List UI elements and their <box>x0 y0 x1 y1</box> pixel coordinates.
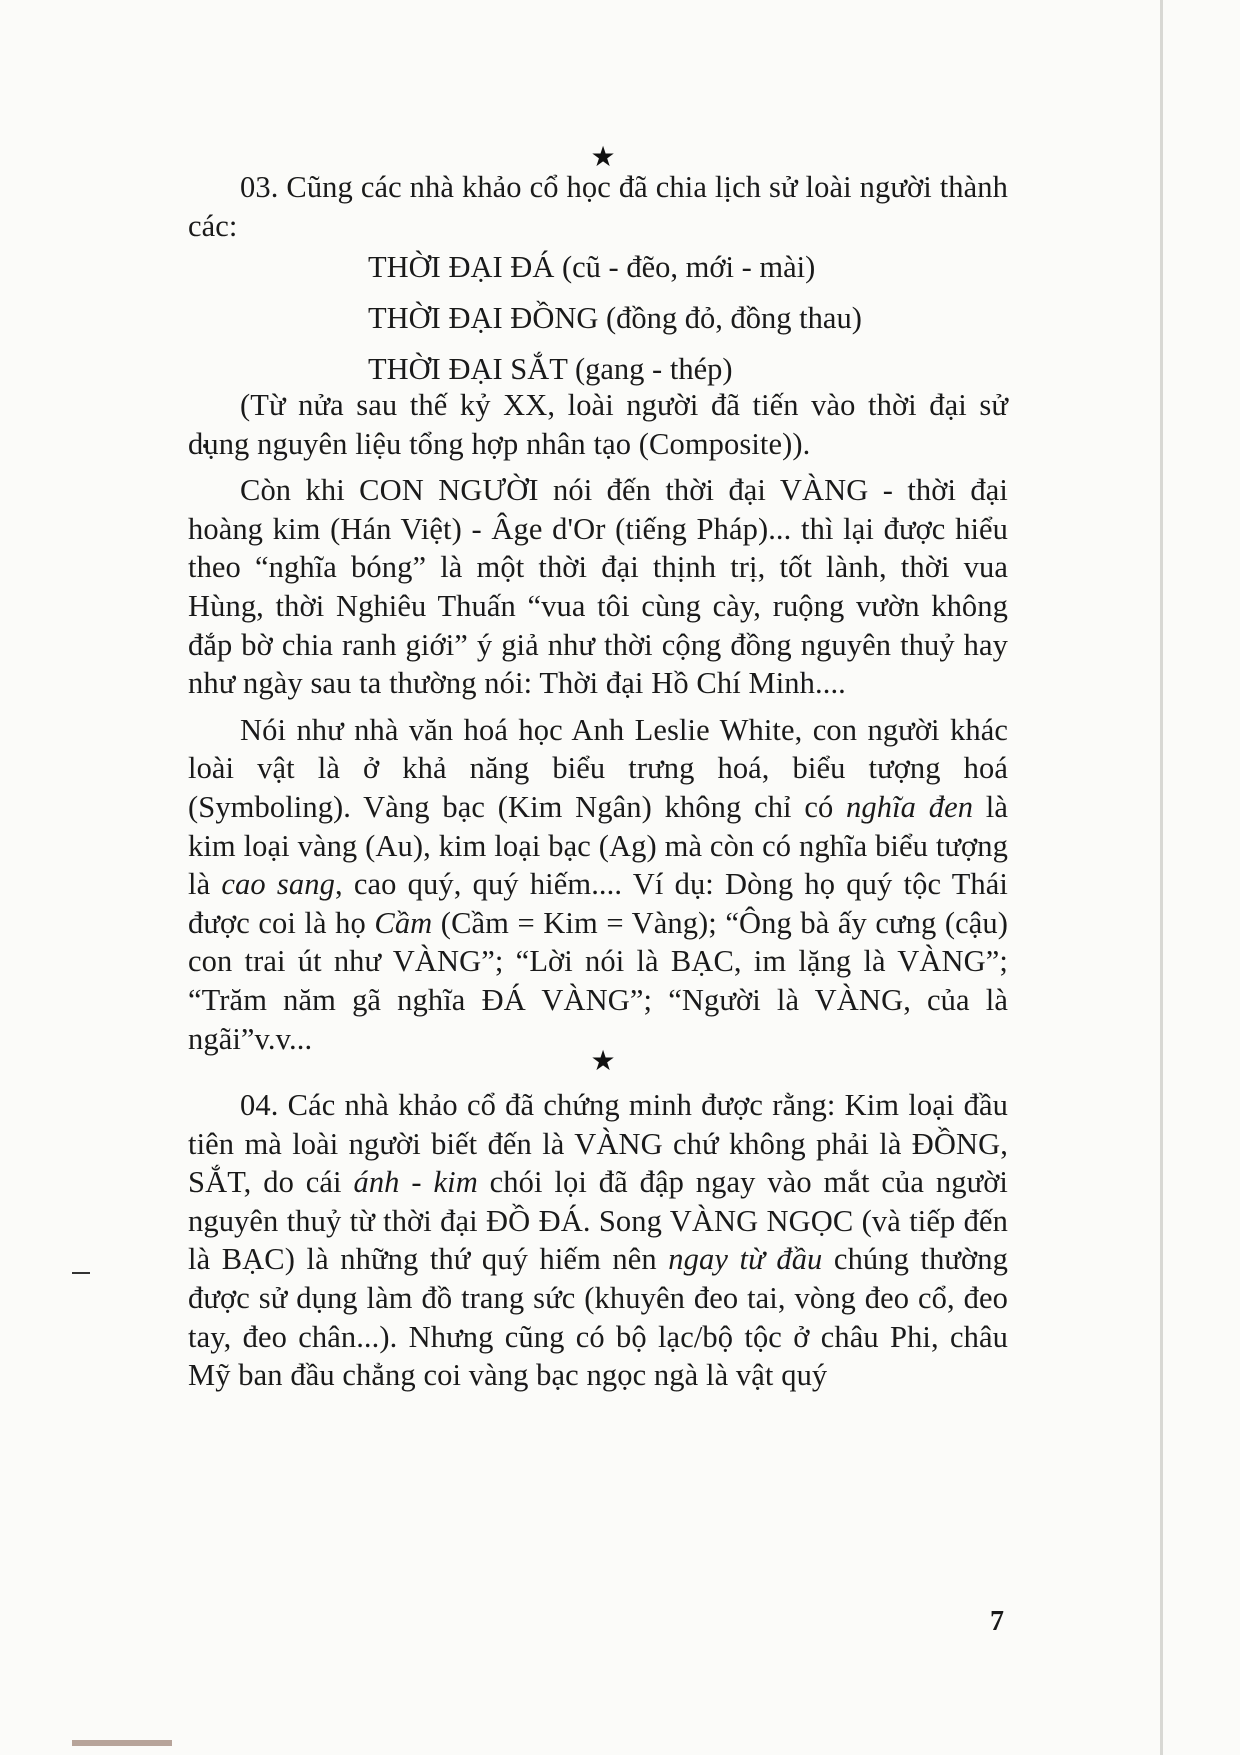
page-edge-shadow <box>1160 0 1163 1755</box>
section-divider-star-middle: ★ <box>590 1044 616 1077</box>
section-divider-star-top: ★ <box>590 140 616 173</box>
section-04-body <box>188 1086 1008 1395</box>
era-bronze: THỜI ĐẠI ĐỒNG (đồng đỏ, đồng thau) <box>368 301 862 335</box>
composite-note: (Từ nửa sau thế kỷ XX, loài người đã tiến vào thời đại sử dụng nguyên liệu tổng hợp nhân tạo (Composite)). <box>188 388 1008 461</box>
page-number: 7 <box>990 1606 1004 1637</box>
first-metal-paragraph: 04. Các nhà khảo cổ đã chứng minh được rằng: Kim loại đầu tiên mà loài người biết đến là VÀNG chứ không phải là ĐỒNG, SẮT, do cái ánh - kim chói lọi đã đập ngay vào mắt của người nguyên thuỷ từ thời đại ĐỒ ĐÁ. Song VÀNG NGỌC (và tiếp đến là BẠC) là những thứ quý hiếm nên ngay từ đầu chúng thường được sử dụng làm đồ trang sức (khuyên đeo tai, vòng đeo cổ, đeo tay, đeo chân...). Nhưng cũng có bộ lạc/bộ tộc ở châu Phi, châu Mỹ ban đầu chẳng coi vàng bạc ngọc ngà là vật quý <box>188 1088 1008 1393</box>
era-iron: THỜI ĐẠI SẮT (gang - thép) <box>368 352 733 386</box>
margin-mark-dash <box>72 1272 90 1274</box>
golden-age-paragraph: Còn khi CON NGƯỜI nói đến thời đại VÀNG - thời đại hoàng kim (Hán Việt) - Âge d'Or (tiếng Pháp)... thì lại được hiểu theo “nghĩa bóng” là một thời đại thịnh trị, tốt lành, thời vua Hùng, thời Nghiêu Thuấn “vua tôi cùng cày, ruộng vườn không đắp bờ chia ranh giới” ý giả như thời cộng đồng nguyên thuỷ hay như ngày sau ta thường nói: Thời đại Hồ Chí Minh.... <box>188 473 1008 701</box>
symbolism-paragraph: Nói như nhà văn hoá học Anh Leslie White, con người khác loài vật là ở khả năng biểu trưng hoá, biểu tượng hoá (Symboling). Vàng bạc (Kim Ngân) không chỉ có nghĩa đen là kim loại vàng (Au), kim loại bạc (Ag) mà còn có nghĩa biểu tượng là cao sang, cao quý, quý hiếm.... Ví dụ: Dòng họ quý tộc Thái được coi là họ Cầm (Cầm = Kim = Vàng); “Ông bà ấy cưng (cậu) con trai út như VÀNG”; “Lời nói là BẠC, im lặng là VÀNG”; “Trăm năm gã nghĩa ĐÁ VÀNG”; “Người là VÀNG, của là ngãi”v.v... <box>188 712 1008 1056</box>
era-stone: THỜI ĐẠI ĐÁ (cũ - đẽo, mới - mài) <box>368 250 816 284</box>
page-bottom-edge <box>72 1740 172 1746</box>
section-03-intro-text: 03. Cũng các nhà khảo cổ học đã chia lịch sử loài người thành các: <box>188 170 1008 243</box>
era-list <box>368 242 862 395</box>
section-03-body <box>188 386 1008 1058</box>
section-03-intro <box>188 168 1008 245</box>
